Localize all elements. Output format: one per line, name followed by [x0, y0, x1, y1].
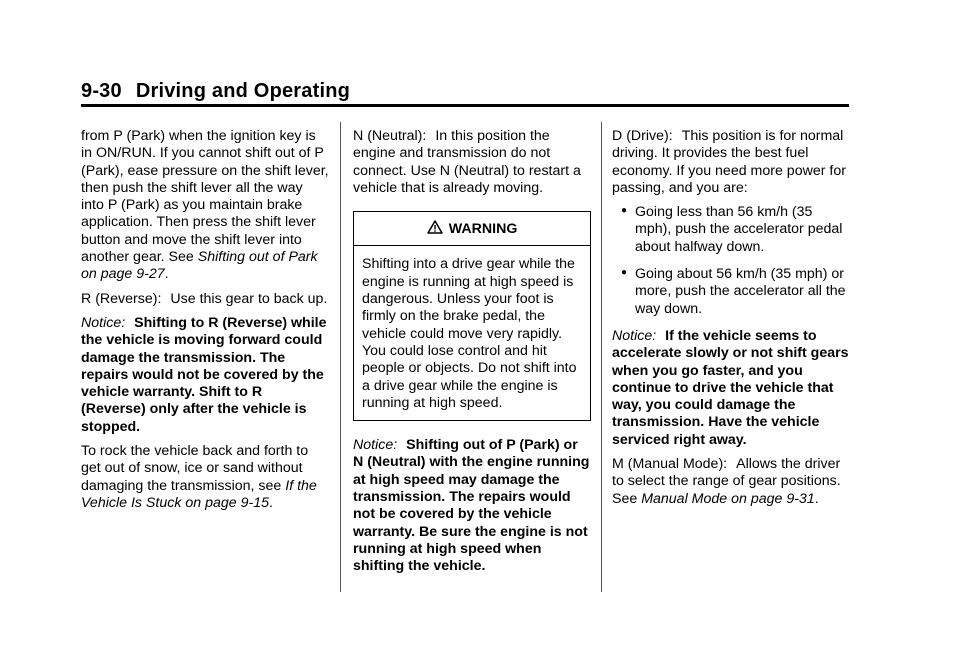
reverse-paragraph: R (Reverse): Use this gear to back up. [81, 290, 328, 307]
notice-label: Notice: [81, 314, 126, 331]
warning-title: WARNING [448, 221, 518, 238]
manual-label: M (Manual Mode): [612, 456, 728, 473]
notice-acceleration: Notice: If the vehicle seems to accelerate slowly or not shift gears when you go faster, and you continue to drive the vehicle that way, you could damage the transmission. Have the vehicle serviced right away. [612, 327, 849, 448]
header-rule [81, 104, 849, 107]
bullet-icon: ● [621, 267, 628, 279]
warning-header [354, 212, 590, 246]
shifting-out-of-park-link[interactable]: Shifting out of Park on page 9-27 [81, 249, 318, 283]
drive-bullet-list [612, 204, 852, 318]
warning-box [353, 211, 591, 421]
column-3 [612, 128, 852, 515]
manual-mode-link[interactable]: Manual Mode on page 9-31 [641, 490, 815, 507]
notice-park-neutral: Notice: Shifting out of P (Park) or N (Neutral) with the engine running at high speed may damage the transmission. The repairs would not be covered by the vehicle warranty. Be sure the engine is not running at high speed when shifting the vehicle. [353, 437, 590, 575]
column-divider [340, 122, 341, 592]
rock-paragraph: To rock the vehicle back and forth to get out of snow, ice or sand without damaging the transmission, see If the Vehicle Is Stuck on page 9-15. [81, 443, 317, 511]
column-divider [601, 122, 602, 592]
column-2 [353, 128, 591, 583]
manual-paragraph: M (Manual Mode): Allows the driver to select the range of gear positions. See Manual Mode on page 9-31. [612, 456, 841, 507]
reverse-label: R (Reverse): [81, 290, 162, 307]
column-1 [81, 128, 329, 519]
vehicle-stuck-link[interactable]: If the Vehicle Is Stuck on page 9-15 [81, 477, 317, 511]
notice-label: Notice: [353, 437, 398, 454]
drive-paragraph: D (Drive): This position is for normal driving. It provides the best fuel economy. If you need more power for passing, and you are: [612, 128, 846, 196]
bullet-icon: ● [621, 205, 628, 217]
notice-label: Notice: [612, 327, 657, 344]
neutral-paragraph: N (Neutral): In this position the engine and transmission do not connect. Use N (Neutral) to restart a vehicle that is already moving. [353, 128, 581, 196]
warning-text: Shifting into a drive gear while the engine is running at high speed is dangerous. Unless your foot is firmly on the brake pedal, the vehicle could move very rapidly. You could lose control and hit people or objects. Do not shift into a drive gear while the engine is running at high speed. [362, 256, 577, 411]
drive-label: D (Drive): [612, 128, 673, 144]
notice-reverse: Notice: Shifting to R (Reverse) while the vehicle is moving forward could damage the transmission. The repairs would not be covered by the vehicle warranty. Shift to R (Reverse) only after the vehicle is stopped. [81, 314, 327, 435]
list-item: ● Going less than 56 km/h (35 mph), push the accelerator pedal about halfway down. [621, 204, 843, 255]
list-item: ● Going about 56 km/h (35 mph) or more, push the accelerator all the way down. [621, 266, 846, 317]
page-header [81, 80, 350, 103]
page-number: 9-30 [81, 80, 122, 102]
park-paragraph: from P (Park) when the ignition key is in ON/RUN. If you cannot shift out of P (Park), ease pressure on the shift lever, then push the shift lever all the way into P (Park) as you maintain brake application. Then press the shift lever button and move the shift lever into another gear. See Shifting out of Park on page 9-27. [81, 128, 329, 283]
neutral-label: N (Neutral): [353, 128, 427, 144]
warning-triangle-icon [427, 220, 447, 237]
section-title: Driving and Operating [135, 80, 351, 102]
